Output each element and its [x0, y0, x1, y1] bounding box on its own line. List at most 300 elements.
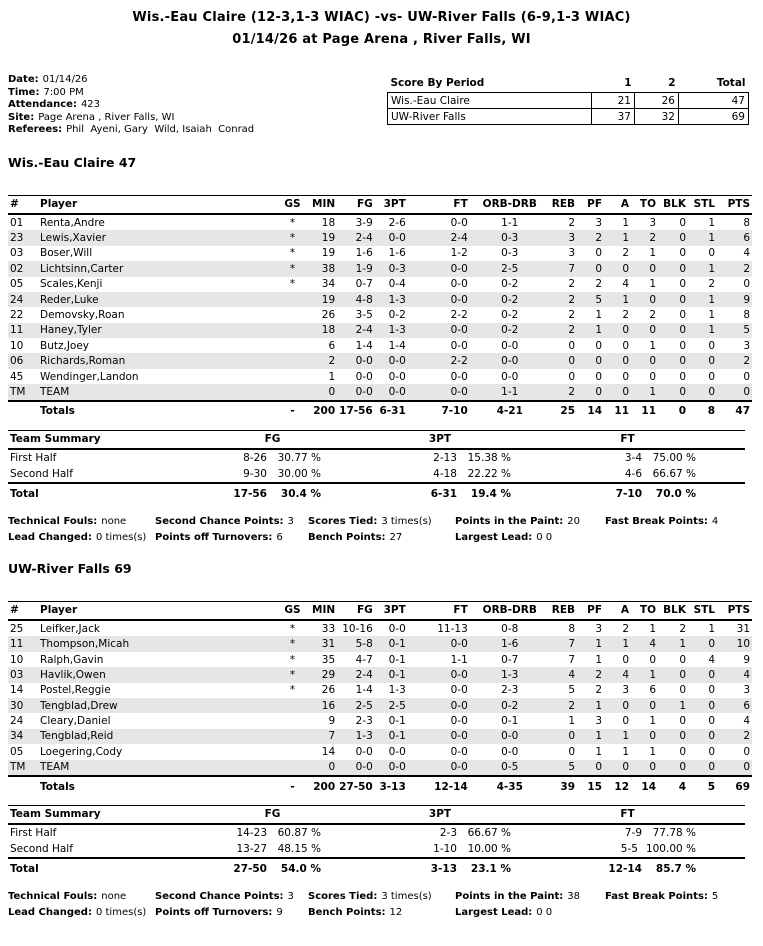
player-row: [8, 683, 752, 698]
stat-cell: 26: [321, 684, 336, 697]
player-row: [8, 384, 752, 400]
stat-value: 5: [711, 891, 719, 903]
stat-cell: 0: [568, 355, 576, 368]
stat-cell: 0-3: [501, 232, 519, 245]
stat-cell: 01: [10, 216, 24, 229]
stat-value: 3: [287, 516, 294, 528]
stat-label: Points in the Paint:: [455, 891, 564, 903]
stat-cell: 06: [10, 355, 24, 368]
summary-ft-pct: 77.78 %: [652, 827, 696, 840]
totals-cell: 3-13: [375, 776, 408, 795]
stat-cell: 3: [568, 247, 576, 260]
stat-cell: 0: [679, 262, 687, 275]
summary-three-pt-cell: [345, 858, 535, 877]
stat-cell: 0-0: [450, 684, 468, 697]
summary-fg-pct: 30.77 %: [277, 452, 321, 465]
stat-cell: Reder,Luke: [40, 293, 99, 306]
stat-cell: 0: [679, 232, 687, 245]
stat-cell: 0: [708, 761, 716, 774]
stat-cell: 1: [328, 370, 336, 383]
stat-cell: 0-0: [501, 730, 519, 743]
stat-cell: 3: [622, 684, 630, 697]
stat-cell: Richards,Roman: [40, 355, 126, 368]
stat-cell: Boser,Will: [40, 247, 93, 260]
stat-cell: 0: [649, 730, 657, 743]
summary-fg-cell: [200, 449, 345, 466]
summary-fg-pct: 48.15 %: [277, 843, 321, 856]
stat-cell: 4: [708, 653, 716, 666]
stat-cell: 5: [568, 684, 576, 697]
stat-cell: 0-2: [501, 324, 519, 337]
stat-cell: TM: [10, 761, 26, 774]
stat-cell: 1: [649, 715, 657, 728]
stat-cell: 0: [708, 370, 716, 383]
stat-label: Largest Lead:: [455, 907, 533, 919]
score-team-name: Wis.-Eau Claire: [388, 93, 592, 109]
summary-three-pt-made-att: 4-18: [433, 468, 457, 481]
stat-cell: 0-0: [355, 745, 373, 758]
stat-cell: 34: [321, 278, 336, 291]
stat-cell: *: [289, 653, 296, 666]
box-col-header: FG: [337, 195, 375, 214]
summary-col-filler: [720, 806, 745, 825]
box-col-header: A: [604, 602, 631, 621]
stat-cell: 4: [743, 715, 751, 728]
stat-cell: 2: [743, 730, 751, 743]
stat-cell: 0: [649, 761, 657, 774]
stat-cell: 0-0: [388, 370, 406, 383]
stat-cell: 14: [321, 745, 336, 758]
totals-cell: 8: [688, 401, 717, 420]
stat-cell: 0: [328, 385, 336, 398]
player-row: [8, 323, 752, 338]
stat-cell: 0-0: [450, 262, 468, 275]
top-row: [0, 74, 763, 137]
stat-cell: 0: [595, 339, 603, 352]
box-col-header: FG: [337, 602, 375, 621]
stat-cell: [275, 292, 310, 307]
stat-value: 27: [389, 532, 403, 544]
summary-ft-cell: [535, 483, 720, 502]
stat-cell: 0: [679, 715, 687, 728]
stat-cell: 3: [595, 622, 603, 635]
stat-cell: 2: [595, 684, 603, 697]
stat-cell: 2-6: [388, 216, 406, 229]
summary-three-pt-pct: 19.4 %: [470, 488, 511, 501]
player-row: [8, 636, 752, 651]
stat-cell: 31: [736, 622, 751, 635]
stat-cell: 24: [10, 293, 24, 306]
totals-cell: 25: [550, 401, 577, 420]
summary-fg-made-att: 14-23: [236, 827, 267, 840]
stat-cell: 1: [649, 385, 657, 398]
totals-cell: 6-31: [375, 401, 408, 420]
stat-cell: 2-4: [355, 668, 373, 681]
score-row: [388, 109, 749, 125]
team-stats-line-1: [0, 516, 763, 527]
stat-cell: *: [289, 684, 296, 697]
stat-cell: 8: [743, 309, 751, 321]
player-row: [8, 277, 752, 292]
summary-fg-made-att: 8-26: [243, 452, 267, 465]
box-col-header: MIN: [310, 195, 337, 214]
page-subtitle: 01/14/26 at Page Arena , River Falls, WI: [232, 32, 531, 47]
stat-cell: [275, 698, 310, 713]
stat-cell: 2: [595, 232, 603, 245]
stat-cell: Lewis,Xavier: [40, 232, 106, 245]
summary-row: [8, 449, 745, 466]
stat-cell: 0-3: [388, 262, 406, 275]
summary-ft-pct: 85.7 %: [655, 863, 696, 876]
summary-filler-cell: [720, 824, 745, 841]
summary-fg-pct: 54.0 %: [280, 863, 321, 876]
stat-cell: 6: [743, 232, 751, 245]
totals-cell: 12: [604, 776, 631, 795]
stat-cell: 0: [595, 385, 603, 398]
game-info-value: 01/14/26: [42, 74, 88, 85]
stat-label: Technical Fouls:: [8, 891, 98, 903]
score-col-header: 2: [635, 76, 679, 93]
stat-cell: 1-3: [355, 730, 373, 743]
stat-cell: [275, 384, 310, 400]
stat-cell: 29: [321, 668, 336, 681]
stat-cell: Postel,Reggie: [40, 684, 111, 697]
summary-fg-made-att: 13-27: [236, 843, 267, 856]
summary-col-header: FG: [200, 806, 345, 825]
stat-cell: 1: [708, 293, 716, 306]
stat-cell: 0: [679, 278, 687, 291]
stat-label: Points in the Paint:: [455, 516, 564, 528]
stat-label: Lead Changed:: [8, 532, 92, 544]
stat-value: 12: [389, 907, 403, 919]
stat-cell: 2: [622, 247, 630, 260]
player-row: [8, 369, 752, 384]
stat-cell: 0-0: [450, 370, 468, 383]
stat-cell: 0: [622, 385, 630, 398]
stat-cell: 1-3: [388, 684, 406, 697]
stat-cell: 05: [10, 745, 24, 758]
summary-three-pt-cell: [345, 449, 535, 466]
box-col-header: FT: [408, 602, 470, 621]
stat-item: [8, 891, 155, 902]
summary-three-pt-pct: 22.22 %: [467, 468, 511, 481]
stat-cell: 0: [622, 699, 630, 712]
stat-cell: 18: [321, 216, 336, 229]
stat-cell: 0: [679, 309, 687, 321]
box-col-header: TO: [631, 602, 658, 621]
team-summary-table: [8, 430, 745, 502]
stat-cell: 4: [649, 638, 657, 651]
stat-cell: *: [289, 638, 296, 651]
stat-cell: [275, 323, 310, 338]
summary-row: [8, 858, 745, 877]
stat-cell: 02: [10, 262, 24, 275]
stat-cell: 11: [10, 638, 24, 651]
totals-cell: 14: [631, 776, 658, 795]
totals-cell: 39: [550, 776, 577, 795]
stat-label: Points off Turnovers:: [155, 907, 273, 919]
stat-value: none: [101, 891, 127, 903]
stat-cell: 0-0: [450, 638, 468, 651]
summary-col-header: 3PT: [345, 806, 535, 825]
box-col-header: Player: [38, 602, 275, 621]
stat-cell: 1: [649, 247, 657, 260]
stat-cell: Butz,Joey: [40, 339, 90, 352]
stat-value: 9: [276, 907, 283, 919]
box-col-header: PF: [577, 195, 604, 214]
stat-cell: 0-0: [450, 715, 468, 728]
totals-cell: Totals: [38, 776, 275, 795]
player-row: [8, 713, 752, 728]
stat-cell: 0-0: [355, 355, 373, 368]
stat-cell: 23: [10, 232, 24, 245]
stat-cell: 0-1: [388, 715, 406, 728]
summary-ft-pct: 75.00 %: [652, 452, 696, 465]
stat-cell: 0-0: [450, 730, 468, 743]
stat-cell: 2: [622, 622, 630, 635]
stat-cell: 1: [622, 232, 630, 245]
stat-cell: 4: [568, 668, 576, 681]
stat-cell: 10-16: [342, 622, 373, 635]
summary-three-pt-cell: [345, 841, 535, 858]
totals-cell: 12-14: [408, 776, 470, 795]
stat-item: [308, 532, 455, 543]
totals-cell: Totals: [38, 401, 275, 420]
stat-cell: 1-6: [355, 247, 373, 260]
stat-cell: 1-3: [501, 668, 519, 681]
stat-item: [455, 516, 605, 527]
summary-three-pt-made-att: 2-13: [433, 452, 457, 465]
stat-cell: 0-0: [450, 385, 468, 398]
stat-cell: 1-4: [355, 684, 373, 697]
game-info-value: 7:00 PM: [43, 86, 84, 98]
stat-label: Fast Break Points:: [605, 891, 708, 903]
stat-cell: 6: [328, 339, 336, 352]
stat-cell: [275, 744, 310, 759]
totals-cell: 5: [688, 776, 717, 795]
box-col-header: STL: [688, 602, 717, 621]
stat-cell: 1: [622, 638, 630, 651]
box-col-header: TO: [631, 195, 658, 214]
team-heading: UW-River Falls 69: [8, 561, 132, 577]
stat-cell: 1: [595, 699, 603, 712]
stat-cell: [275, 369, 310, 384]
totals-cell: 27-50: [337, 776, 375, 795]
stat-cell: 0: [743, 370, 751, 383]
stat-cell: 7: [568, 262, 576, 275]
stat-cell: 6: [649, 684, 657, 697]
stat-cell: 1: [595, 653, 603, 666]
summary-three-pt-pct: 15.38 %: [467, 452, 511, 465]
totals-cell: [8, 776, 38, 795]
stat-cell: 16: [321, 699, 336, 712]
summary-three-pt-pct: 66.67 %: [467, 827, 511, 840]
team-stats-line-1: [0, 891, 763, 902]
summary-header-row: [8, 806, 745, 825]
totals-row: [8, 401, 752, 420]
summary-ft-pct: 70.0 %: [655, 488, 696, 501]
stat-cell: 0: [679, 761, 687, 774]
totals-cell: 14: [577, 401, 604, 420]
box-col-header: ORB-DRB: [470, 602, 550, 621]
stat-item: [605, 891, 763, 902]
summary-ft-cell: [535, 824, 720, 841]
summary-three-pt-made-att: 6-31: [430, 488, 457, 501]
stat-cell: 7: [568, 653, 576, 666]
stat-value: 6: [276, 532, 283, 544]
box-col-header: FT: [408, 195, 470, 214]
stat-cell: 1: [595, 324, 603, 337]
stat-cell: 0: [679, 293, 687, 306]
stat-cell: 03: [10, 247, 24, 260]
stat-cell: 0: [622, 370, 630, 383]
stat-cell: 1-1: [501, 216, 519, 229]
game-info-row: [8, 112, 387, 125]
summary-col-header: FT: [535, 431, 720, 450]
stat-cell: 0: [649, 699, 657, 712]
stat-value: 4: [711, 516, 719, 528]
team-stats-line-2: [0, 532, 763, 543]
stat-cell: 3: [568, 232, 576, 245]
player-row: [8, 261, 752, 276]
stat-cell: 0-0: [355, 370, 373, 383]
summary-ft-made-att: 5-5: [620, 843, 638, 856]
team-heading: Wis.-Eau Claire 47: [8, 154, 137, 170]
stat-cell: 1: [679, 699, 687, 712]
stat-cell: 0-0: [355, 385, 373, 398]
stat-cell: 2: [568, 385, 576, 398]
stat-cell: 0: [679, 216, 687, 229]
stat-cell: 0: [622, 355, 630, 368]
stat-value: 0 times(s): [95, 907, 147, 919]
box-col-header: PTS: [717, 602, 752, 621]
stat-cell: 0-2: [501, 293, 519, 306]
stat-cell: 22: [10, 309, 24, 321]
stat-cell: 1-4: [388, 339, 406, 352]
stat-cell: 3: [743, 684, 751, 697]
totals-cell: 7-10: [408, 401, 470, 420]
stat-cell: 0: [708, 715, 716, 728]
player-row: [8, 214, 752, 230]
stat-cell: 0: [622, 262, 630, 275]
summary-col-filler: [720, 431, 745, 450]
stat-cell: 2: [743, 262, 751, 275]
stat-item: [8, 532, 155, 543]
stat-cell: TM: [10, 385, 26, 398]
stat-cell: 1-1: [501, 385, 519, 398]
stat-cell: 0-0: [450, 293, 468, 306]
summary-three-pt-cell: [345, 483, 535, 502]
summary-ft-cell: [535, 466, 720, 483]
stat-item: [155, 516, 308, 527]
stat-cell: 0-0: [450, 339, 468, 352]
game-info-label: Site:: [8, 111, 35, 123]
summary-ft-made-att: 12-14: [608, 863, 642, 876]
stat-item: [155, 907, 308, 918]
stat-cell: 0: [679, 653, 687, 666]
stat-cell: 03: [10, 668, 24, 681]
stat-cell: 1-3: [388, 324, 406, 337]
stat-cell: 1: [595, 638, 603, 651]
stat-label: Points off Turnovers:: [155, 532, 273, 544]
stat-cell: 1: [649, 278, 657, 291]
player-row: [8, 230, 752, 245]
stat-cell: 0: [679, 668, 687, 681]
stat-cell: 0: [743, 385, 751, 398]
stat-cell: 0-5: [501, 761, 519, 774]
stat-cell: 0-0: [450, 668, 468, 681]
box-score-table: [8, 601, 752, 795]
stat-cell: 1: [708, 216, 716, 229]
box-col-header: #: [8, 602, 38, 621]
stat-cell: 3-5: [355, 309, 373, 321]
stat-cell: 31: [321, 638, 336, 651]
stat-cell: 2-5: [355, 699, 373, 712]
stat-cell: 1-4: [355, 339, 373, 352]
player-row: [8, 760, 752, 776]
stat-cell: 1: [622, 745, 630, 758]
stat-cell: 14: [10, 684, 24, 697]
summary-fg-pct: 30.00 %: [277, 468, 321, 481]
stat-cell: 1: [595, 730, 603, 743]
totals-cell: [8, 401, 38, 420]
stat-cell: 9: [743, 293, 751, 306]
stat-cell: 2: [568, 324, 576, 337]
stat-item: [455, 532, 605, 543]
totals-cell: 11: [604, 401, 631, 420]
summary-three-pt-cell: [345, 466, 535, 483]
stat-cell: 38: [321, 262, 336, 275]
stat-cell: 3-9: [355, 216, 373, 229]
totals-cell: 4-35: [470, 776, 550, 795]
stat-cell: 2: [328, 355, 336, 368]
summary-ft-cell: [535, 449, 720, 466]
stat-cell: 0-0: [450, 324, 468, 337]
game-info-value: Page Arena , River Falls, WI: [38, 111, 175, 123]
box-col-header: Player: [38, 195, 275, 214]
stat-cell: Cleary,Daniel: [40, 715, 111, 728]
summary-col-header: Team Summary: [8, 806, 200, 825]
stat-cell: 0: [708, 339, 716, 352]
stat-cell: Lichtsinn,Carter: [40, 262, 124, 275]
stat-cell: 0-0: [388, 355, 406, 368]
stat-cell: Scales,Kenji: [40, 278, 103, 291]
stat-cell: *: [289, 262, 296, 275]
totals-cell: 69: [717, 776, 752, 795]
stat-value: 0 times(s): [95, 532, 147, 544]
stat-cell: 6: [743, 699, 751, 712]
stat-cell: Loegering,Cody: [40, 745, 123, 758]
game-info-row: [8, 99, 387, 112]
box-col-header: 3PT: [375, 602, 408, 621]
stat-cell: 3: [595, 216, 603, 229]
stat-cell: Tengblad,Reid: [40, 730, 114, 743]
stat-value: 0 0: [536, 532, 553, 544]
stat-cell: 0-2: [501, 309, 519, 321]
summary-ft-pct: 66.67 %: [652, 468, 696, 481]
stat-label: Lead Changed:: [8, 907, 92, 919]
stat-cell: 1: [649, 668, 657, 681]
box-col-header: MIN: [310, 602, 337, 621]
summary-row: [8, 483, 745, 502]
stat-cell: 0: [649, 653, 657, 666]
stat-cell: 1-6: [388, 247, 406, 260]
stat-cell: 24: [10, 715, 24, 728]
stat-cell: *: [289, 278, 296, 291]
stat-cell: 26: [321, 309, 336, 321]
stat-value: 20: [567, 516, 581, 528]
score-header-row: [388, 76, 749, 93]
